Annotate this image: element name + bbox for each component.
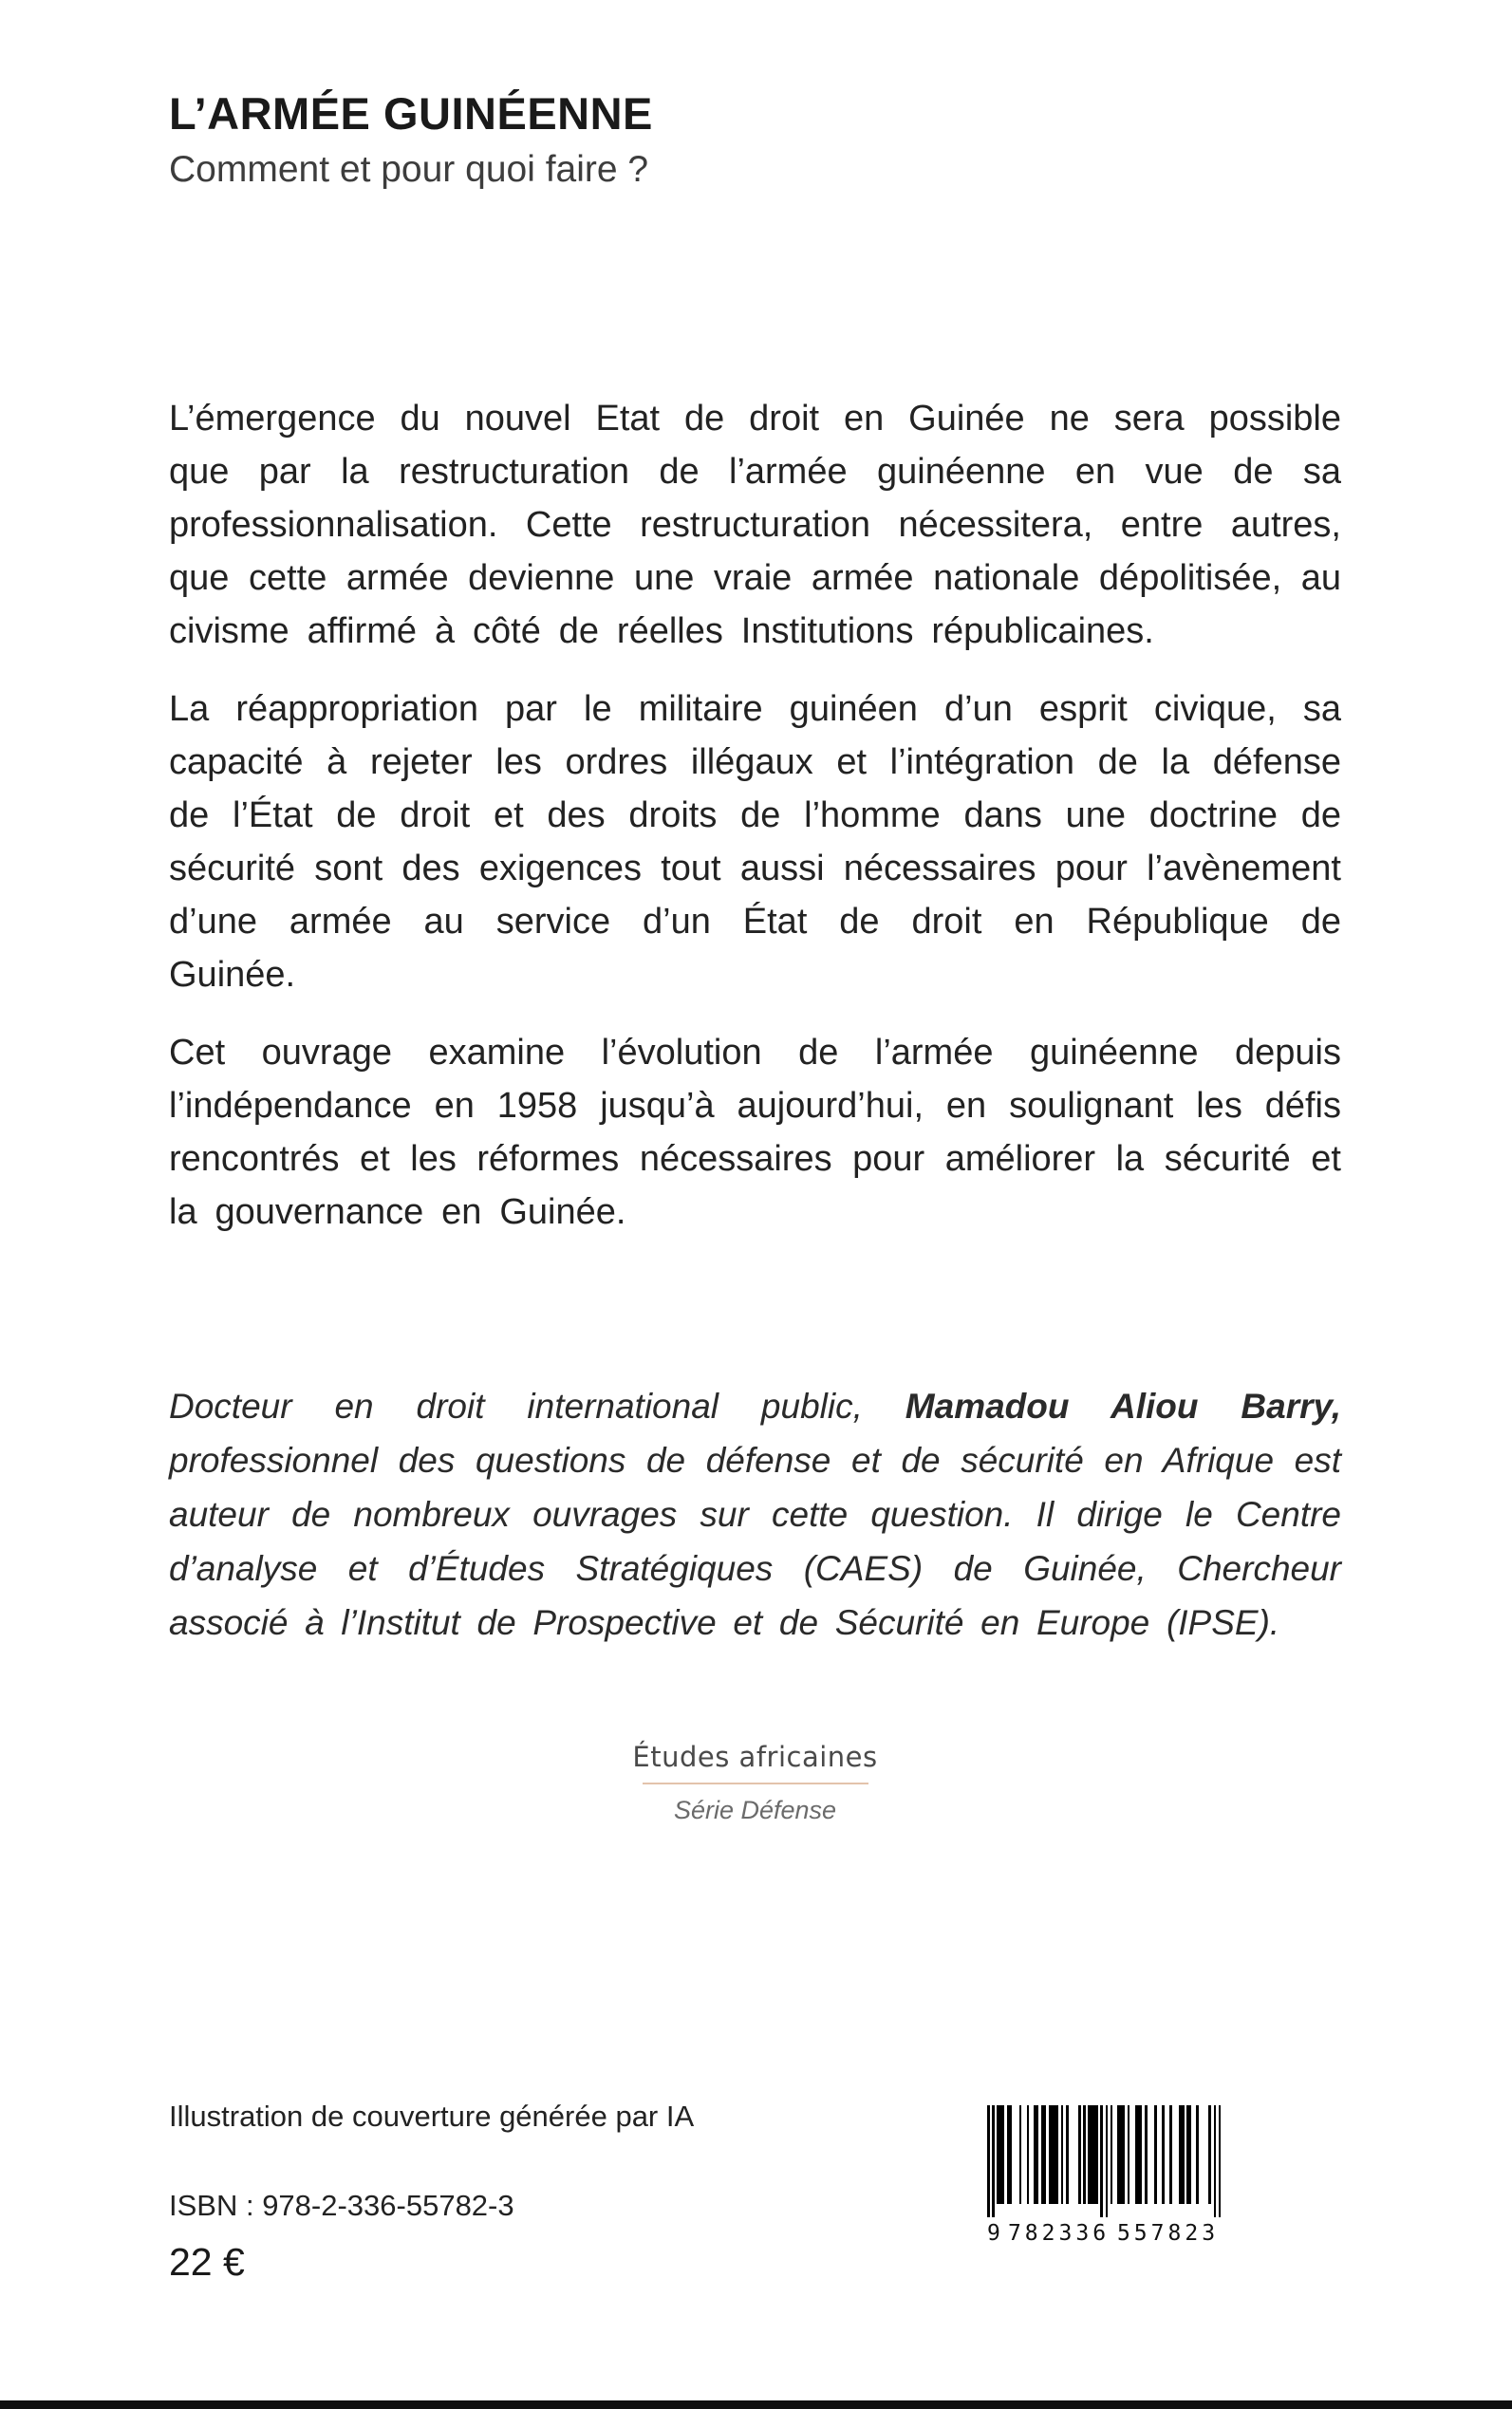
illustration-credit: Illustration de couverture générée par IA <box>169 2100 695 2133</box>
barcode-digit-group-2: 782336 <box>1007 2221 1111 2246</box>
author-name: Mamadou Aliou Barry, <box>905 1387 1341 1426</box>
author-bio-lead: Docteur en droit international public, <box>169 1387 905 1426</box>
collection-name: Études africaines <box>632 1741 878 1773</box>
barcode-digit-group-3: 557823 <box>1116 2221 1220 2246</box>
author-bio <box>169 1379 1341 1650</box>
synopsis-paragraph-1: L’émergence du nouvel Etat de droit en Guinée ne sera possible que par la restructuration de l’armée guinéenne en vue de sa professionnalisation. Cette restructuration nécessitera, entre autres, que cette armée devienne une vraie armée nationale dépolitisée, au civisme affirmé à côté de réelles Institutions républicaines. <box>169 399 1341 651</box>
synopsis-paragraph-3: Cet ouvrage examine l’évolution de l’armée guinéenne depuis l’indépendance en 1958 jusqu’à aujourd’hui, en soulignant les défis rencontrés et les réformes nécessaires pour améliorer la sécurité et la gouvernance en Guinée. <box>169 1033 1341 1232</box>
isbn-text: ISBN : 978-2-336-55782-3 <box>169 2189 514 2222</box>
synopsis-paragraph-2: La réappropriation par le militaire guinéen d’un esprit civique, sa capacité à rejeter les ordres illégaux et l’intégration de la défense de l’État de droit et des droits de l’homme dans une doctrine de sécurité sont des exigences tout aussi nécessaires pour l’avènement d’une armée au service d’un État de droit en République de Guinée. <box>169 689 1341 995</box>
synopsis <box>169 392 1341 1239</box>
book-title: L’ARMÉE GUINÉENNE <box>169 88 653 139</box>
collection-block <box>169 1741 1341 1825</box>
barcode-bars <box>987 2105 1223 2219</box>
series-name: Série Défense <box>673 1796 837 1824</box>
ean13-barcode <box>987 2105 1223 2246</box>
collection-divider <box>643 1783 868 1784</box>
price-text: 22 € <box>169 2240 245 2284</box>
book-subtitle: Comment et pour quoi faire ? <box>169 149 649 190</box>
barcode-digits <box>987 2221 1223 2246</box>
barcode-module <box>1219 2105 1222 2217</box>
cover-bottom-edge-line <box>0 2400 1512 2409</box>
author-bio-rest: professionnel des questions de défense et de sécurité en Afrique est auteur de nombreux ouvrages sur cette question. Il dirige le Centre d’analyse et d’Études Stratégiques (CAES) de Guinée, Chercheur associé à l’Institut de Prospective et de Sécurité en Europe (IPSE). <box>169 1441 1341 1642</box>
barcode-digit-group-1: 9 <box>987 2221 1000 2246</box>
